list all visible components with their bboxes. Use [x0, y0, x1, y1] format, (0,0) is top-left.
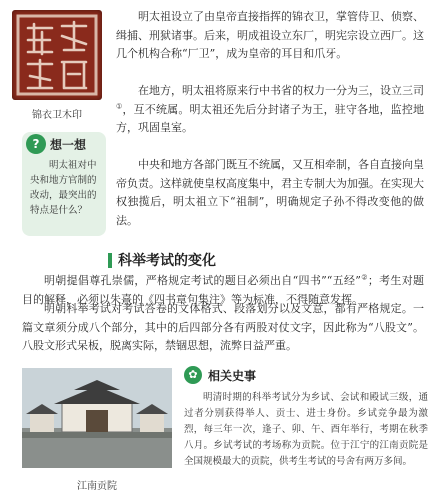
paragraph-centralization: 中央和地方各部门既互不统属，又互相牵制，各自直接向皇帝负责。这样就使皇权高度集中，君主专制大为加强。在实现大权独揽后，明太祖立下“祖制”，明确规定子孙不得改变他的做法。 [116, 158, 424, 227]
section-marker [108, 253, 112, 268]
jiangnan-examination-hall-photo [22, 368, 172, 468]
paragraph-jinyiwei: 明太祖设立了由皇帝直接指挥的锦衣卫，掌管侍卫、侦察、缉捕、刑狱诸事。后来，明成祖设立东厂，明宪宗设立西厂。这几个机构合称“厂卫”，成为皇帝的耳目和爪牙。 [116, 10, 424, 60]
paragraph-local-government [116, 82, 424, 138]
seal-stamp-image [12, 10, 102, 100]
footnote-marker-2: ② [360, 273, 368, 282]
seal-caption: 锦衣卫木印 [32, 110, 82, 121]
think-title: 想一想 [50, 138, 87, 152]
paragraph-exam-content-part1: 明朝提倡尊孔崇儒，严格规定考试的题目必须出自“四书”“五经” [44, 274, 361, 287]
related-history-title: 相关史事 [208, 369, 257, 383]
think-callout [22, 132, 106, 236]
seal-stamp-icon [12, 10, 102, 100]
paragraph-local-government-part1: 在地方，明太祖将原来行中书省的权力一分为三，设立三司 [138, 84, 424, 97]
paragraph-eight-legged-essay: 明朝科举考试对考试答卷的文体格式、段落划分以及文意，都有严格规定。一篇文章须分成八个部分，其中的后四部分各有两股对仗文字，因此称为“八股文”。八股文形式呆板，脱离实际，禁锢思想，流弊日益严重。 [22, 302, 424, 352]
paragraph-exam-content-part2: ；考生对题目的解释，必须以朱熹的《四书章句集注》等为标准，不得随意发挥。 [22, 274, 425, 306]
related-history-text: 明清时期的科举考试分为乡试、会试和殿试三级，通过者分别获得举人、贡士、进士身份。乡试竞争最为激烈，每三年一次，逢子、卯、午、酉年举行，考期在秋季八月。乡试考试的考场称为贡院。位于江宁的江南贡院是全国规模最大的贡院，供考生考试的号舍有两万多间。 [184, 392, 428, 467]
question-mark-icon: ? [26, 134, 46, 154]
section-title: 科举考试的变化 [118, 253, 216, 269]
photo-caption: 江南贡院 [77, 481, 117, 492]
paragraph-local-government-part2: ，互不统属。明太祖还先后分封诸子为王，驻守各地，监控地方，巩固皇室。 [116, 102, 424, 134]
think-question: 明太祖对中央和地方官制的改动，最突出的特点是什么？ [30, 160, 97, 216]
examination-hall-icon [22, 368, 172, 468]
footnote-marker-1: ① [116, 101, 123, 110]
book-leaf-icon: ✿ [184, 366, 202, 384]
